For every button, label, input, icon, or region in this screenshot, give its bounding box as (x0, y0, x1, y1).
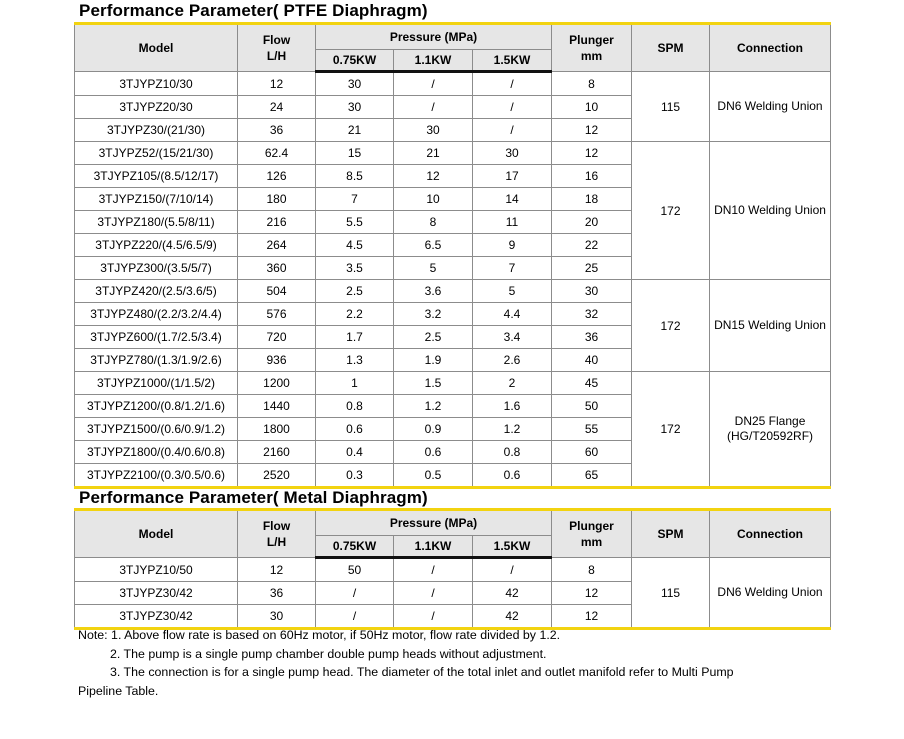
cell-flow: 62.4 (238, 142, 316, 165)
header-model: Model (75, 24, 238, 72)
cell-p3: 9 (473, 234, 552, 257)
cell-flow: 936 (238, 349, 316, 372)
header-pressure: Pressure (MPa) (316, 510, 552, 536)
cell-p2: 6.5 (394, 234, 473, 257)
table2-title: Performance Parameter( Metal Diaphragm) (79, 488, 428, 507)
cell-plunger: 65 (552, 464, 632, 488)
note-3-continued: Pipeline Table. (78, 683, 159, 698)
header-flow-unit: L/H (266, 49, 287, 63)
cell-model: 3TJYPZ180/(5.5/8/11) (75, 211, 238, 234)
cell-flow: 1440 (238, 395, 316, 418)
header-plunger (552, 510, 632, 558)
cell-plunger: 25 (552, 257, 632, 280)
cell-p1: / (316, 582, 394, 605)
cell-p1: 3.5 (316, 257, 394, 280)
cell-flow: 36 (238, 582, 316, 605)
header-power-15kw: 1.5KW (473, 536, 552, 558)
cell-p1: 7 (316, 188, 394, 211)
cell-model: 3TJYPZ2100/(0.3/0.5/0.6) (75, 464, 238, 488)
cell-model: 3TJYPZ10/50 (75, 558, 238, 582)
cell-p1: 0.6 (316, 418, 394, 441)
header-spm: SPM (632, 510, 710, 558)
cell-p1: / (316, 605, 394, 629)
cell-flow: 24 (238, 96, 316, 119)
table-row (75, 280, 831, 303)
cell-model: 3TJYPZ1200/(0.8/1.2/1.6) (75, 395, 238, 418)
header-plunger-label: Plunger (569, 519, 614, 533)
cell-spm: 172 (632, 372, 710, 488)
cell-plunger: 50 (552, 395, 632, 418)
cell-model: 3TJYPZ220/(4.5/6.5/9) (75, 234, 238, 257)
cell-p2: 2.5 (394, 326, 473, 349)
cell-plunger: 12 (552, 119, 632, 142)
cell-plunger: 12 (552, 605, 632, 629)
header-power-15kw: 1.5KW (473, 50, 552, 72)
cell-model: 3TJYPZ20/30 (75, 96, 238, 119)
cell-p1: 50 (316, 558, 394, 582)
table-row (75, 142, 831, 165)
cell-spm: 172 (632, 142, 710, 280)
cell-connection: DN25 Flange (HG/T20592RF) (710, 372, 831, 488)
cell-spm: 172 (632, 280, 710, 372)
cell-p2: 3.6 (394, 280, 473, 303)
cell-plunger: 60 (552, 441, 632, 464)
cell-p3: / (473, 72, 552, 96)
note-1: Note: 1. Above flow rate is based on 60Hz motor, if 50Hz motor, flow rate divided by 1.2. (78, 628, 561, 642)
header-power-11kw: 1.1KW (394, 50, 473, 72)
header-plunger-unit: mm (580, 535, 603, 549)
cell-p1: 30 (316, 72, 394, 96)
cell-flow: 36 (238, 119, 316, 142)
cell-p2: / (394, 558, 473, 582)
cell-flow: 2520 (238, 464, 316, 488)
cell-model: 3TJYPZ30/42 (75, 582, 238, 605)
cell-p3: 42 (473, 605, 552, 629)
cell-connection: DN6 Welding Union (710, 558, 831, 629)
header-flow (238, 24, 316, 72)
cell-model: 3TJYPZ1500/(0.6/0.9/1.2) (75, 418, 238, 441)
note-2: 2. The pump is a single pump chamber double pump heads without adjustment. (110, 646, 547, 661)
cell-flow: 12 (238, 558, 316, 582)
cell-model: 3TJYPZ30/42 (75, 605, 238, 629)
cell-model: 3TJYPZ780/(1.3/1.9/2.6) (75, 349, 238, 372)
cell-p3: / (473, 558, 552, 582)
note-3: 3. The connection is for a single pump head. The diameter of the total inlet and outlet manifold refer to Multi Pump (110, 665, 734, 680)
cell-p2: 0.9 (394, 418, 473, 441)
cell-model: 3TJYPZ600/(1.7/2.5/3.4) (75, 326, 238, 349)
cell-plunger: 55 (552, 418, 632, 441)
cell-flow: 360 (238, 257, 316, 280)
cell-model: 3TJYPZ30/(21/30) (75, 119, 238, 142)
cell-p2: / (394, 582, 473, 605)
cell-p2: 1.5 (394, 372, 473, 395)
cell-plunger: 45 (552, 372, 632, 395)
header-power-075kw: 0.75KW (316, 536, 394, 558)
header-spm: SPM (632, 24, 710, 72)
table-row (75, 72, 831, 96)
cell-flow: 264 (238, 234, 316, 257)
cell-plunger: 20 (552, 211, 632, 234)
cell-p1: 5.5 (316, 211, 394, 234)
cell-model: 3TJYPZ105/(8.5/12/17) (75, 165, 238, 188)
ptfe-performance-table (74, 22, 831, 489)
cell-p3: / (473, 96, 552, 119)
cell-flow: 504 (238, 280, 316, 303)
cell-model: 3TJYPZ420/(2.5/3.6/5) (75, 280, 238, 303)
cell-spm: 115 (632, 558, 710, 629)
header-connection: Connection (710, 510, 831, 558)
cell-model: 3TJYPZ300/(3.5/5/7) (75, 257, 238, 280)
table-row (75, 372, 831, 395)
cell-plunger: 8 (552, 72, 632, 96)
cell-p3: 7 (473, 257, 552, 280)
cell-p3: / (473, 119, 552, 142)
cell-flow: 2160 (238, 441, 316, 464)
header-flow-unit: L/H (266, 535, 287, 549)
cell-model: 3TJYPZ1800/(0.4/0.6/0.8) (75, 441, 238, 464)
header-model: Model (75, 510, 238, 558)
cell-p1: 1.7 (316, 326, 394, 349)
notes-block (78, 626, 818, 700)
cell-p2: / (394, 96, 473, 119)
cell-p3: 0.8 (473, 441, 552, 464)
cell-connection: DN6 Welding Union (710, 72, 831, 142)
cell-flow: 12 (238, 72, 316, 96)
header-power-11kw: 1.1KW (394, 536, 473, 558)
cell-p1: 8.5 (316, 165, 394, 188)
cell-p3: 2 (473, 372, 552, 395)
header-plunger-unit: mm (580, 49, 603, 63)
cell-flow: 180 (238, 188, 316, 211)
header-flow-label: Flow (262, 519, 291, 533)
cell-p1: 1.3 (316, 349, 394, 372)
cell-plunger: 12 (552, 142, 632, 165)
cell-model: 3TJYPZ150/(7/10/14) (75, 188, 238, 211)
cell-plunger: 12 (552, 582, 632, 605)
cell-p2: / (394, 72, 473, 96)
header-pressure: Pressure (MPa) (316, 24, 552, 50)
cell-p2: 1.2 (394, 395, 473, 418)
cell-p2: 10 (394, 188, 473, 211)
cell-p2: 12 (394, 165, 473, 188)
cell-flow: 126 (238, 165, 316, 188)
header-plunger-label: Plunger (569, 33, 614, 47)
cell-model: 3TJYPZ480/(2.2/3.2/4.4) (75, 303, 238, 326)
cell-model: 3TJYPZ10/30 (75, 72, 238, 96)
cell-p2: 0.6 (394, 441, 473, 464)
cell-p2: 1.9 (394, 349, 473, 372)
cell-p3: 4.4 (473, 303, 552, 326)
metal-performance-table (74, 508, 831, 630)
cell-p1: 2.5 (316, 280, 394, 303)
cell-p1: 0.3 (316, 464, 394, 488)
header-flow (238, 510, 316, 558)
cell-plunger: 10 (552, 96, 632, 119)
cell-flow: 576 (238, 303, 316, 326)
cell-p3: 0.6 (473, 464, 552, 488)
cell-plunger: 36 (552, 326, 632, 349)
cell-connection: DN10 Welding Union (710, 142, 831, 280)
cell-flow: 216 (238, 211, 316, 234)
table1-title: Performance Parameter( PTFE Diaphragm) (79, 1, 428, 20)
cell-p3: 42 (473, 582, 552, 605)
cell-p2: 0.5 (394, 464, 473, 488)
cell-p1: 1 (316, 372, 394, 395)
cell-connection: DN15 Welding Union (710, 280, 831, 372)
cell-p2: / (394, 605, 473, 629)
cell-p2: 8 (394, 211, 473, 234)
cell-plunger: 32 (552, 303, 632, 326)
cell-flow: 1200 (238, 372, 316, 395)
cell-p3: 2.6 (473, 349, 552, 372)
cell-p3: 14 (473, 188, 552, 211)
cell-flow: 30 (238, 605, 316, 629)
cell-plunger: 30 (552, 280, 632, 303)
cell-plunger: 16 (552, 165, 632, 188)
cell-plunger: 8 (552, 558, 632, 582)
cell-p1: 2.2 (316, 303, 394, 326)
cell-p3: 1.2 (473, 418, 552, 441)
cell-p3: 3.4 (473, 326, 552, 349)
cell-p1: 30 (316, 96, 394, 119)
cell-p1: 0.4 (316, 441, 394, 464)
header-power-075kw: 0.75KW (316, 50, 394, 72)
cell-p3: 30 (473, 142, 552, 165)
cell-p2: 5 (394, 257, 473, 280)
cell-p3: 11 (473, 211, 552, 234)
header-flow-label: Flow (262, 33, 291, 47)
cell-spm: 115 (632, 72, 710, 142)
cell-plunger: 22 (552, 234, 632, 257)
cell-p2: 30 (394, 119, 473, 142)
cell-p1: 21 (316, 119, 394, 142)
cell-p1: 0.8 (316, 395, 394, 418)
table-row (75, 558, 831, 582)
cell-p2: 3.2 (394, 303, 473, 326)
cell-p1: 15 (316, 142, 394, 165)
cell-p1: 4.5 (316, 234, 394, 257)
cell-p3: 1.6 (473, 395, 552, 418)
cell-p3: 17 (473, 165, 552, 188)
cell-model: 3TJYPZ1000/(1/1.5/2) (75, 372, 238, 395)
cell-plunger: 40 (552, 349, 632, 372)
cell-model: 3TJYPZ52/(15/21/30) (75, 142, 238, 165)
cell-p2: 21 (394, 142, 473, 165)
cell-plunger: 18 (552, 188, 632, 211)
cell-flow: 1800 (238, 418, 316, 441)
header-plunger (552, 24, 632, 72)
cell-p3: 5 (473, 280, 552, 303)
header-connection: Connection (710, 24, 831, 72)
cell-flow: 720 (238, 326, 316, 349)
